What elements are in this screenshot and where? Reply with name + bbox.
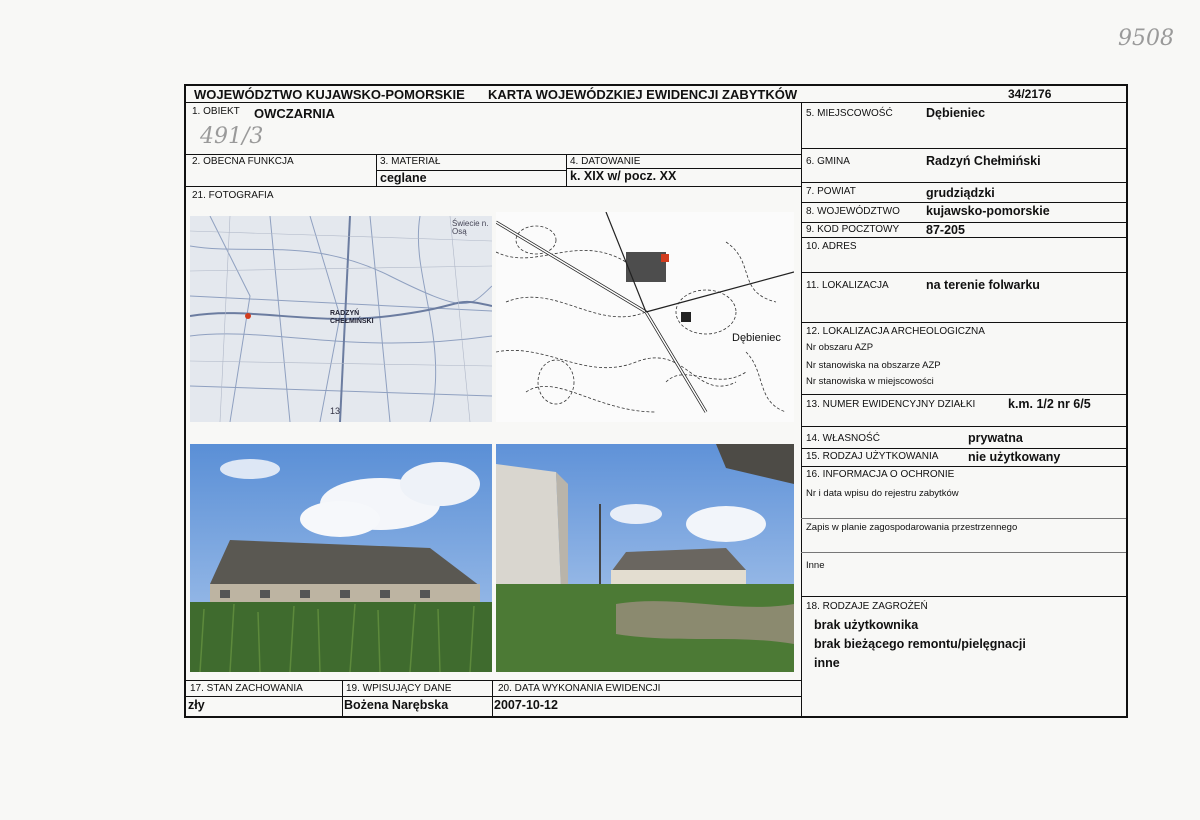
dzialka-label: 13. NUMER EWIDENCYJNY DZIAŁKI — [806, 399, 976, 410]
wojewodztwo-label: 8. WOJEWÓDZTWO — [806, 206, 900, 217]
obiekt-label: 1. OBIEKT — [192, 106, 240, 117]
stan-label: 17. STAN ZACHOWANIA — [190, 683, 303, 694]
row-divider — [801, 202, 1126, 203]
row-divider — [801, 466, 1126, 467]
map-label: Dębieniec — [732, 332, 781, 344]
wlasnosc-value: prywatna — [968, 431, 1023, 445]
zagrozenie-item: inne — [814, 656, 840, 670]
map-label: Świecie n. Osą — [452, 219, 489, 236]
cell-underline — [492, 696, 801, 697]
powiat-label: 7. POWIAT — [806, 186, 856, 197]
column-divider — [801, 102, 802, 716]
cell-divider — [566, 154, 567, 186]
stan-value: zły — [188, 698, 205, 712]
row-divider — [801, 394, 1126, 395]
material-value: ceglane — [380, 171, 427, 185]
archeo-line: Nr obszaru AZP — [806, 342, 874, 353]
ochrona-rule — [801, 518, 1126, 519]
data-wykonania-value: 2007-10-12 — [494, 698, 558, 712]
row-divider — [186, 680, 801, 681]
building-photo-front — [190, 444, 492, 672]
miejscowosc-value: Dębieniec — [926, 106, 986, 120]
miejscowosc-label: 5. MIEJSCOWOŚĆ — [806, 108, 893, 119]
building-photo-yard — [496, 444, 794, 672]
zagrozenie-item: brak użytkownika — [814, 618, 919, 632]
wpisujacy-value: Bożena Narębska — [344, 698, 449, 712]
cell-underline — [376, 170, 566, 171]
archeo-label: 12. LOKALIZACJA ARCHEOLOGICZNA — [806, 326, 985, 337]
archeo-line: Nr stanowiska w miejscowości — [806, 376, 934, 387]
dzialka-value: k.m. 1/2 nr 6/5 — [1008, 397, 1091, 411]
archeo-line: Nr stanowiska na obszarze AZP — [806, 360, 941, 371]
card-number: 34/2176 — [1008, 87, 1052, 101]
row-divider — [801, 426, 1126, 427]
cell-underline — [342, 696, 492, 697]
adres-label: 10. ADRES — [806, 241, 857, 252]
map-label: RADZYŃ CHEŁMIŃSKI — [330, 310, 374, 325]
archive-number: 9508 — [1118, 26, 1174, 51]
datowanie-label: 4. DATOWANIE — [570, 156, 641, 167]
powiat-value: grudziądzki — [926, 186, 995, 200]
lokalizacja-value: na terenie folwarku — [926, 278, 1040, 292]
region-heading: WOJEWÓDZTWO KUJAWSKO-POMORSKIE — [194, 87, 465, 102]
header-divider — [186, 102, 1126, 103]
row-divider — [801, 148, 1126, 149]
obiekt-value: OWCZARNIA — [254, 106, 335, 121]
wojewodztwo-value: kujawsko-pomorskie — [926, 204, 1050, 218]
kod-value: 87-205 — [926, 223, 965, 237]
ochrona-plan-line: Zapis w planie zagospodarowania przestrzennego — [806, 522, 1018, 533]
material-label: 3. MATERIAŁ — [380, 156, 441, 167]
gmina-value: Radzyń Chełmiński — [926, 154, 1041, 168]
obiekt-handwritten-note: 491/3 — [200, 124, 264, 149]
topographic-map-image — [496, 212, 794, 422]
lokalizacja-label: 11. LOKALIZACJA — [806, 280, 889, 291]
row-divider — [801, 182, 1126, 183]
wpisujacy-label: 19. WPISUJĄCY DANE — [346, 683, 452, 694]
kod-label: 9. KOD POCZTOWY — [806, 224, 900, 235]
ochrona-rule — [801, 552, 1126, 553]
ochrona-inne-line: Inne — [806, 560, 825, 571]
data-wykonania-label: 20. DATA WYKONANIA EWIDENCJI — [498, 683, 661, 694]
card-title: KARTA WOJEWÓDZKIEJ EWIDENCJI ZABYTKÓW — [488, 87, 798, 102]
map-label: 13 — [330, 406, 341, 416]
ochrona-rejestr-line: Nr i data wpisu do rejestru zabytków — [806, 488, 959, 499]
funkcja-label: 2. OBECNA FUNKCJA — [192, 156, 294, 167]
row-divider — [801, 272, 1126, 273]
gmina-label: 6. GMINA — [806, 156, 850, 167]
zagrozenia-label: 18. RODZAJE ZAGROŻEŃ — [806, 601, 928, 612]
row-divider — [801, 448, 1126, 449]
fotografia-label: 21. FOTOGRAFIA — [192, 190, 274, 201]
row-divider — [801, 237, 1126, 238]
cell-divider — [342, 680, 343, 716]
row-divider — [186, 186, 801, 187]
uzytkowanie-label: 15. RODZAJ UŻYTKOWANIA — [806, 451, 939, 462]
cell-underline — [186, 696, 342, 697]
row-divider — [801, 322, 1126, 323]
wlasnosc-label: 14. WŁASNOŚĆ — [806, 433, 880, 444]
inventory-card — [184, 84, 1128, 718]
ochrona-label: 16. INFORMACJA O OCHRONIE — [806, 469, 955, 480]
datowanie-value: k. XIX w/ pocz. XX — [570, 169, 677, 183]
cell-underline — [566, 168, 801, 169]
row-divider — [186, 154, 801, 155]
row-divider — [801, 596, 1126, 597]
cell-divider — [492, 680, 493, 716]
zagrozenie-item: brak bieżącego remontu/pielęgnacji — [814, 637, 1026, 651]
road-map-image — [190, 216, 492, 422]
uzytkowanie-value: nie użytkowany — [968, 450, 1061, 464]
